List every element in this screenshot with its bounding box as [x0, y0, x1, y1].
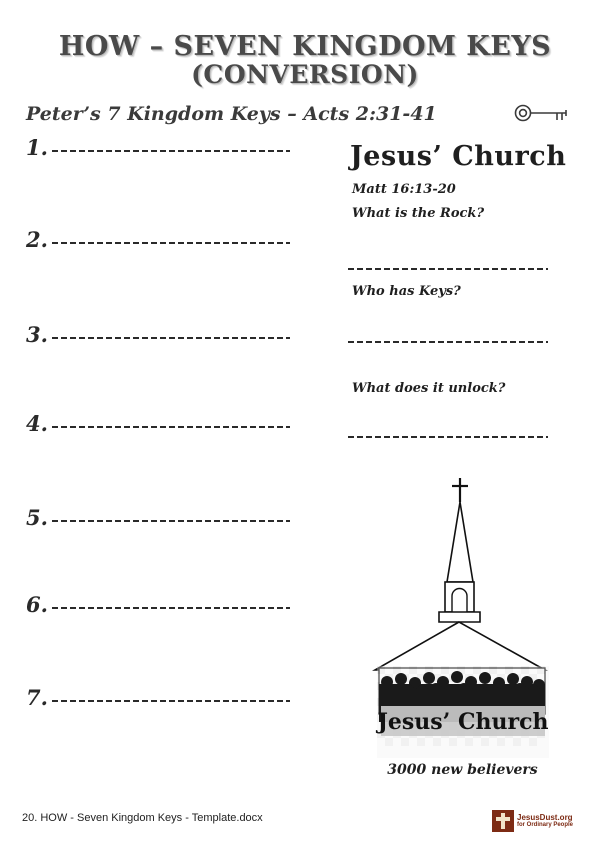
answer-blank-7[interactable] [52, 700, 290, 702]
answer-blank-6[interactable] [52, 607, 290, 609]
title-line-2: (CONVERSION) [191, 60, 419, 90]
list-item[interactable] [26, 505, 290, 530]
list-item[interactable] [26, 322, 290, 347]
list-item-number: 4. [26, 411, 48, 436]
list-item-number: 6. [26, 592, 48, 617]
church-banner [376, 706, 549, 736]
logo-line-2: for Ordinary People [517, 822, 574, 829]
question-who-has-keys: Who has Keys? [352, 284, 461, 299]
illustration-caption: 3000 new believers [387, 762, 538, 778]
logo-line-1: JesusDust.org [517, 812, 573, 822]
list-item[interactable] [26, 227, 290, 252]
answer-blank-keys[interactable] [348, 341, 548, 343]
right-column-heading: Jesus’ Church [350, 141, 567, 172]
scripture-reference: Matt 16:13-20 [352, 182, 456, 197]
logo-text [517, 814, 573, 829]
church-illustration [355, 470, 570, 760]
subtitle: Peter’s 7 Kingdom Keys – Acts 2:31-41 [26, 103, 437, 125]
list-item[interactable] [26, 135, 290, 160]
footer-filename: 20. HOW - Seven Kingdom Keys - Template.docx [22, 812, 263, 824]
key-icon [512, 98, 572, 128]
svg-text:Jesus’ Church: Jesus’ Church [377, 709, 549, 735]
answer-blank-3[interactable] [52, 337, 290, 339]
answer-blank-2[interactable] [52, 242, 290, 244]
answer-blank-rock[interactable] [348, 268, 548, 270]
list-item[interactable] [26, 685, 290, 710]
answer-blank-unlock[interactable] [348, 436, 548, 438]
answer-blank-5[interactable] [52, 520, 290, 522]
list-item-number: 2. [26, 227, 48, 252]
cross-icon [492, 810, 514, 832]
question-what-does-it-unlock: What does it unlock? [352, 381, 506, 396]
list-item[interactable] [26, 592, 290, 617]
jesusdust-logo[interactable] [492, 808, 574, 834]
title-line-1: HOW – SEVEN KINGDOM KEYS [58, 31, 552, 62]
question-what-is-the-rock: What is the Rock? [352, 206, 485, 221]
list-item-number: 3. [26, 322, 48, 347]
answer-blank-1[interactable] [52, 150, 290, 152]
answer-blank-4[interactable] [52, 426, 290, 428]
list-item-number: 7. [26, 685, 48, 710]
list-item-number: 5. [26, 505, 48, 530]
list-item[interactable] [26, 411, 290, 436]
page-title [0, 32, 610, 88]
list-item-number: 1. [26, 135, 48, 160]
